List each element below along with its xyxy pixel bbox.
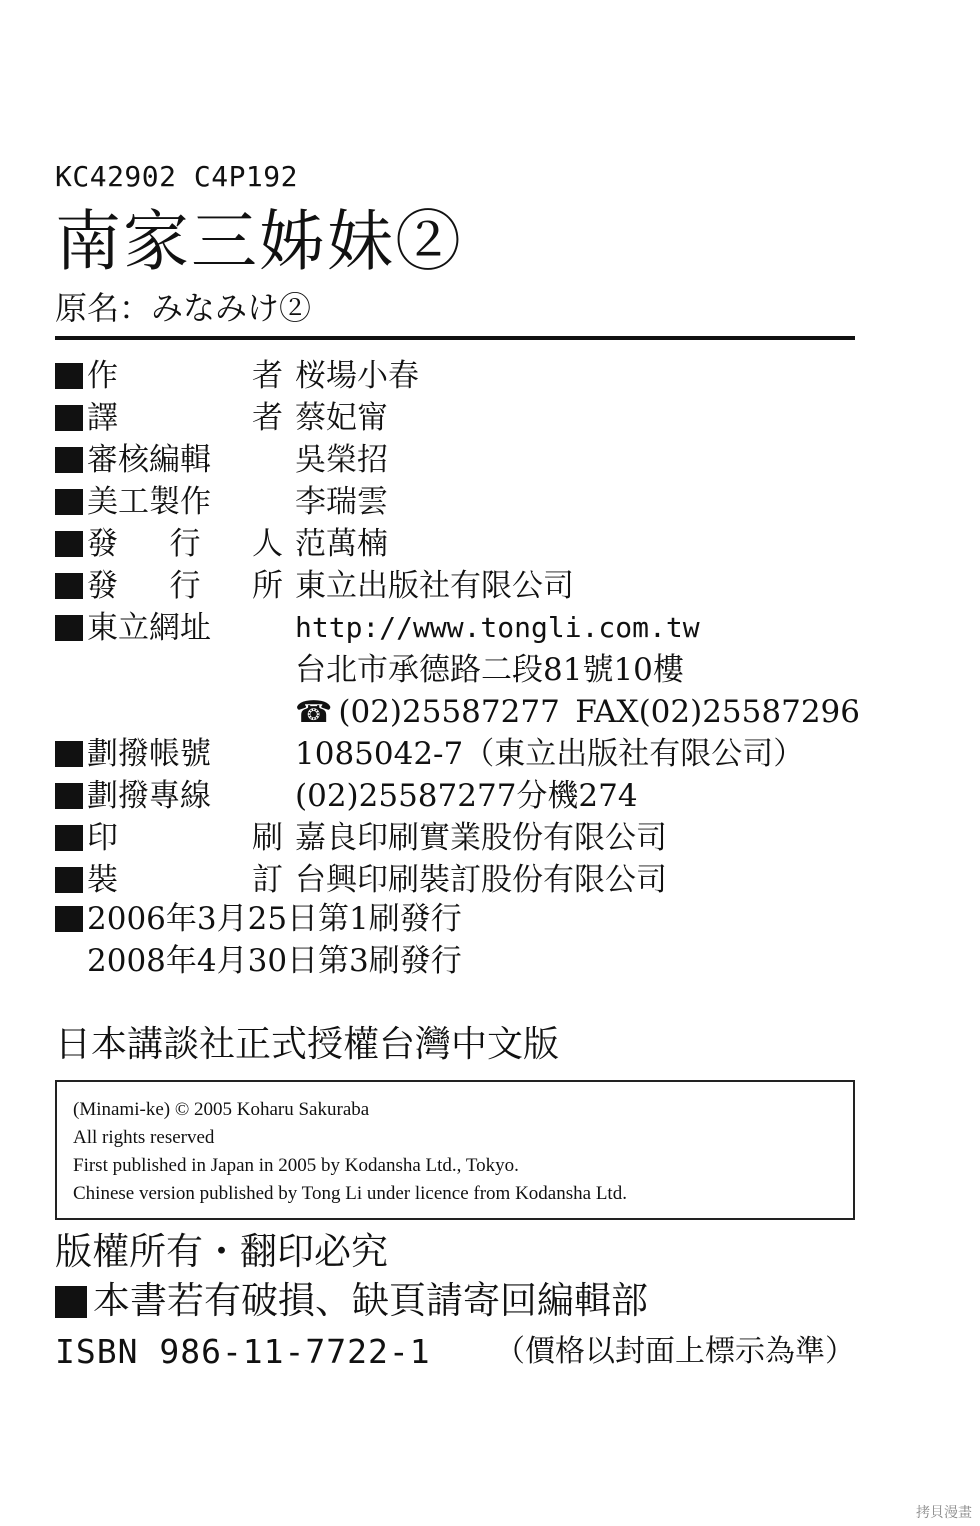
credit-label: 譯 者 [87, 400, 283, 436]
square-bullet-icon [55, 783, 83, 809]
credit-label: 裝 訂 [87, 862, 283, 898]
square-bullet-icon [55, 405, 83, 431]
credit-value: 李瑞雲 [295, 484, 388, 520]
credit-label: 審核編輯 [87, 442, 211, 478]
credit-row-account [55, 733, 875, 775]
credits-list [55, 355, 875, 901]
phone-row [55, 691, 875, 733]
copyright-line: Chinese version published by Tong Li under licence from Kodansha Ltd. [73, 1183, 627, 1204]
credit-row-editor [55, 439, 875, 481]
credit-label: 美工製作 [87, 484, 211, 520]
credit-value: 吳榮招 [295, 442, 388, 478]
original-title: 原名：みなみけ② [55, 289, 312, 327]
square-bullet-icon [55, 363, 83, 389]
phone-number: (02)25587277 [338, 694, 560, 730]
rights-reserved: 版權所有・翻印必究 [55, 1230, 388, 1273]
credit-row-publisher [55, 523, 875, 565]
credit-label: 劃撥帳號 [87, 736, 211, 772]
square-bullet-icon [55, 489, 83, 515]
square-bullet-icon [55, 615, 83, 641]
credit-row-publishing-house [55, 565, 875, 607]
square-bullet-icon [55, 447, 83, 473]
square-bullet-icon [55, 1286, 87, 1318]
credit-row-translator [55, 397, 875, 439]
divider-rule [55, 336, 855, 340]
square-bullet-icon [55, 741, 83, 767]
address-row [55, 649, 875, 691]
price-note: （價格以封面上標示為準） [495, 1334, 855, 1369]
isbn-row [55, 1328, 855, 1376]
credit-row-printer [55, 817, 875, 859]
fax-number: FAX(02)25587296 [575, 694, 860, 730]
credit-value: 東立出版社有限公司 [295, 568, 574, 604]
square-bullet-icon [55, 867, 83, 893]
credit-row-website [55, 607, 875, 649]
credit-value: 桜場小春 [295, 358, 419, 394]
credit-label: 發 行 所 [87, 568, 283, 604]
copyright-line: First published in Japan in 2005 by Kodansha Ltd., Tokyo. [73, 1155, 519, 1176]
credit-row-author [55, 355, 875, 397]
credit-value: (02)25587277分機274 [295, 778, 638, 814]
telephone-icon: ☎ [295, 695, 333, 730]
credit-value: 范萬楠 [295, 526, 388, 562]
watermark: 拷貝漫畫 [916, 1505, 972, 1521]
credit-value: 蔡妃甯 [295, 400, 388, 436]
damage-notice: 本書若有破損、缺頁請寄回編輯部 [55, 1276, 648, 1326]
credit-row-art [55, 481, 875, 523]
website-link[interactable]: http://www.tongli.com.tw [295, 611, 700, 644]
credit-label: 作 者 [87, 358, 283, 394]
license-line: 日本講談社正式授權台灣中文版 [55, 1024, 560, 1065]
print-date-third: 2008年4月30日第3刷發行 [87, 943, 462, 979]
credit-label: 印 刷 [87, 820, 283, 856]
isbn-number: ISBN 986-11-7722-1 [55, 1332, 431, 1371]
address-text: 台北市承德路二段81號10樓 [295, 652, 684, 688]
copyright-box [55, 1080, 855, 1220]
book-code: KC42902 C4P192 [55, 160, 299, 193]
square-bullet-icon [55, 531, 83, 557]
copyright-line: (Minami-ke) © 2005 Koharu Sakuraba [73, 1099, 370, 1120]
book-title: 南家三姊妹② [55, 203, 463, 280]
credit-value: 1085042-7（東立出版社有限公司） [295, 736, 805, 772]
copyright-line: All rights reserved [73, 1127, 215, 1148]
print-dates [55, 898, 462, 982]
square-bullet-icon [55, 825, 83, 851]
credit-value: 嘉良印刷實業股份有限公司 [295, 820, 667, 856]
credit-label: 發 行 人 [87, 526, 283, 562]
print-date-first: 2006年3月25日第1刷發行 [55, 898, 462, 940]
square-bullet-icon [55, 906, 83, 932]
credit-label: 東立網址 [87, 610, 211, 646]
credit-row-hotline [55, 775, 875, 817]
credit-row-binder [55, 859, 875, 901]
credit-value: 台興印刷裝訂股份有限公司 [295, 862, 667, 898]
credit-label: 劃撥專線 [87, 778, 211, 814]
square-bullet-icon [55, 573, 83, 599]
